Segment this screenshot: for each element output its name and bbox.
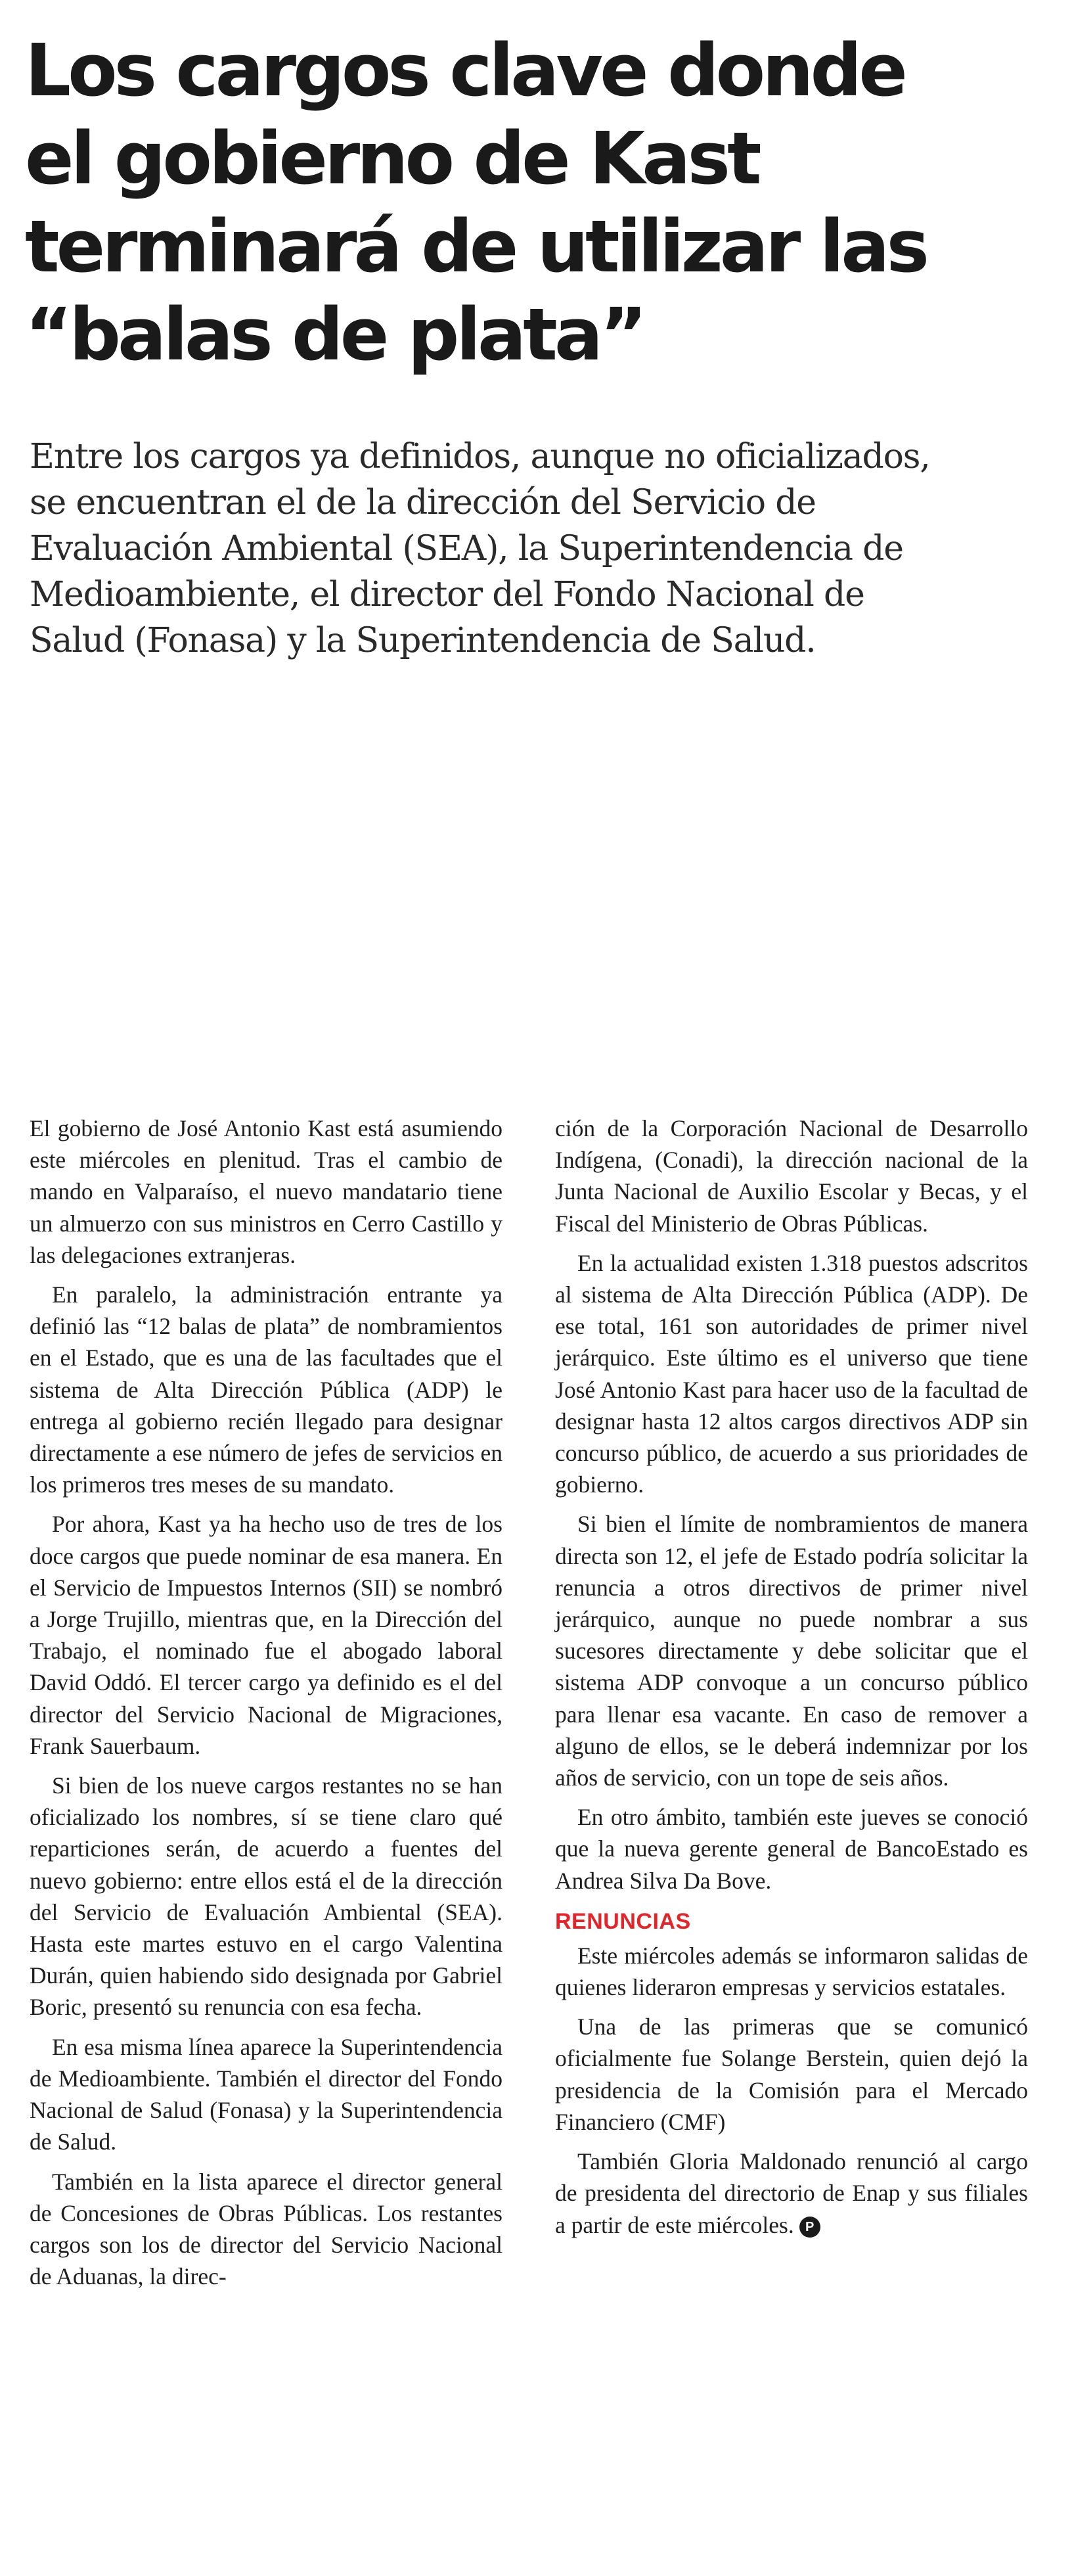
body-paragraph: En la actualidad existen 1.318 puestos adscritos al sistema de Alta Dirección Pública (ADP). De ese total, 161 son autoridades de primer nivel jerárquico. Este último es el universo que tiene José Antonio Kast para hacer uso de la facultad de designar hasta 12 altos cargos directivos ADP sin concurso público, de acuerdo a sus prioridades de gobierno. <box>555 1249 1028 1498</box>
section-heading: RENUNCIAS <box>555 1908 691 1934</box>
headline-line: “balas de plata” <box>25 292 644 377</box>
body-paragraph: También en la lista aparece el director general de Concesiones de Obras Públicas. Los restantes cargos son los de director del Servicio Nacional de Aduanas, la direc- <box>30 2168 502 2290</box>
body-paragraph: En paralelo, la administración entrante ya definió las “12 balas de plata” de nombramientos en el Estado, que es una de las facultades que el sistema de Alta Dirección Pública (ADP) le entrega al gobierno recién llegado para designar directamente a ese número de jefes de servicios en los primeros tres meses de su mandato. <box>30 1281 502 1498</box>
lead-line: Medioambiente, el director del Fondo Nacional de <box>30 575 864 614</box>
body-column-left <box>30 1113 502 2300</box>
body-paragraph: Si bien el límite de nombramientos de manera directa son 12, el jefe de Estado podría solicitar la renuncia a otros directivos de primer nivel jerárquico, aunque no puede nombrar a sus sucesores directamente y debe solicitar que el sistema ADP convoque a un concurso público para llenar esa vacante. En caso de remover a alguno de ellos, se le deberá indemnizar por los años de servicio, con un tope de seis años. <box>555 1511 1028 1791</box>
lead-line: Entre los cargos ya definidos, aunque no oficializados, <box>30 437 930 476</box>
body-paragraph: Si bien de los nueve cargos restantes no se han oficializado los nombres, sí se tiene claro qué reparticiones serán, de acuerdo a fuentes del nuevo gobierno: entre ellos está el de la dirección del Servicio de Evaluación Ambiental (SEA). Hasta este martes estuvo en el cargo Valentina Durán, quien habiendo sido designada por Gabriel Boric, presentó su renuncia con esa fecha. <box>30 1772 502 2021</box>
body-paragraph: El gobierno de José Antonio Kast está asumiendo este miércoles en plenitud. Tras el cambio de mando en Valparaíso, el nuevo mandatario tiene un almuerzo con sus ministros en Cerro Castillo y las delegaciones extranjeras. <box>30 1115 502 1268</box>
body-column-right <box>555 1113 1028 2249</box>
body-paragraph: Por ahora, Kast ya ha hecho uso de tres de los doce cargos que puede nominar de esa manera. En el Servicio de Impuestos Internos (SII) se nombró a Jorge Trujillo, mientras que, en la Dirección del Trabajo, el nominado fue el abogado laboral David Oddó. El tercer cargo ya definido es el del director del Servicio Nacional de Migraciones, Frank Sauerbaum. <box>30 1511 502 1759</box>
headline-line: el gobierno de Kast <box>25 116 759 200</box>
article-headline <box>25 26 1050 379</box>
body-paragraph <box>555 2146 1028 2241</box>
lead-line: Salud (Fonasa) y la Superintendencia de Salud. <box>30 621 816 660</box>
article-lead <box>30 434 1054 664</box>
body-paragraph: En otro ámbito, también este jueves se conoció que la nueva gerente general de BancoEstado es Andrea Silva Da Bove. <box>555 1804 1028 1894</box>
closing-paragraph-text: También Gloria Maldonado renunció al cargo de presidenta del directorio de Enap y sus filiales a partir de este miércoles. <box>555 2148 1028 2238</box>
headline-line: terminará de utilizar las <box>25 204 926 288</box>
headline-line: Los cargos clave donde <box>25 28 904 112</box>
body-paragraph: ción de la Corporación Nacional de Desarrollo Indígena, (Conadi), la dirección nacional de la Junta Nacional de Auxilio Escolar y Becas, y el Fiscal del Ministerio de Obras Públicas. <box>555 1115 1028 1237</box>
body-paragraph: Una de las primeras que se comunicó oficialmente fue Solange Berstein, quien dejó la presidencia de la Comisión para el Mercado Financiero (CMF) <box>555 2013 1028 2135</box>
lead-line: Evaluación Ambiental (SEA), la Superintendencia de <box>30 529 903 568</box>
body-paragraph: Este miércoles además se informaron salidas de quienes lideraron empresas y servicios estatales. <box>555 1942 1028 2001</box>
lead-line: se encuentran el de la dirección del Servicio de <box>30 483 816 522</box>
end-of-article-icon: P <box>799 2217 820 2238</box>
body-paragraph: En esa misma línea aparece la Superintendencia de Medioambiente. También el director del Fondo Nacional de Salud (Fonasa) y la Superintendencia de Salud. <box>30 2033 502 2155</box>
